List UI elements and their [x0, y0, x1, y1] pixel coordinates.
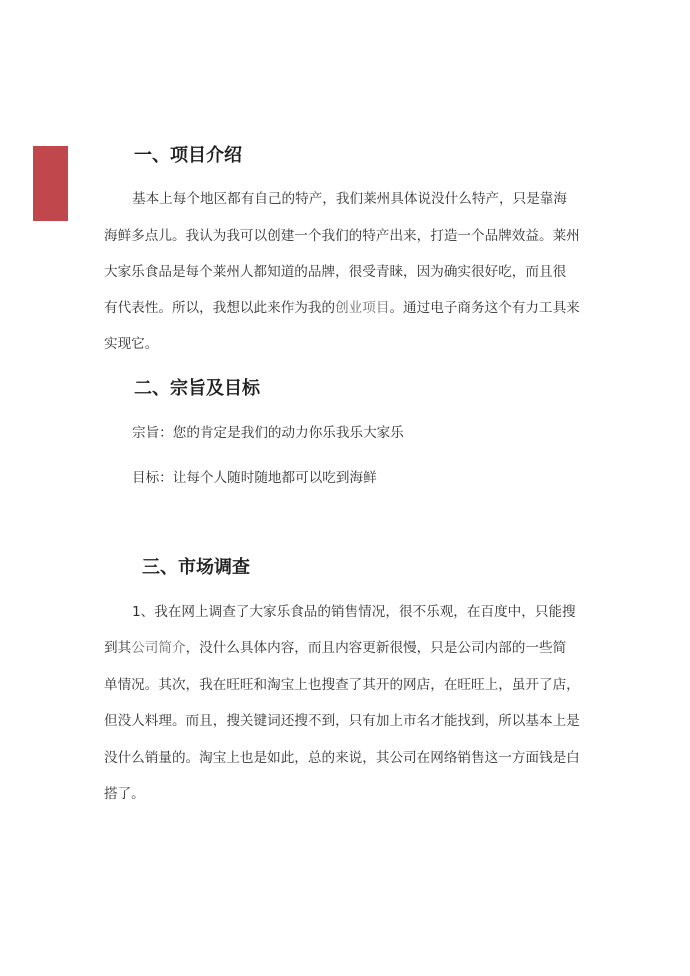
paragraph-line: 基本上每个地区都有自己的特产，我们莱州具体说没什么特产，只是靠海	[132, 191, 567, 207]
company-profile-link[interactable]: 公司简介	[131, 640, 186, 656]
paragraph-line: 没什么销量的。淘宝上也是如此，总的来说，其公司在网络销售这一方面钱是白	[104, 750, 580, 766]
paragraph-line: 大家乐食品是每个莱州人都知道的品牌，很受青睐，因为确实很好吃，而且很	[104, 264, 567, 280]
paragraph-line: 单情况。其次，我在旺旺和淘宝上也搜查了其开的网店，在旺旺上，虽开了店，	[104, 677, 580, 693]
paragraph-line	[104, 298, 580, 318]
purpose-line: 宗旨：您的肯定是我们的动力你乐我乐大家乐	[132, 425, 404, 441]
paragraph-line	[104, 638, 566, 658]
paragraph-line: 海鲜多点儿。我认为我可以创建一个我们的特产出来，打造一个品牌效益。莱州	[104, 228, 580, 244]
paragraph-line: 1、我在网上调查了大家乐食品的销售情况，很不乐观，在百度中，只能搜	[132, 604, 576, 620]
paragraph-line: 但没人料理。而且，搜关键词还搜不到，只有加上市名才能找到，所以基本上是	[104, 713, 580, 729]
heading-project-intro: 一、项目介绍	[134, 145, 242, 166]
heading-market-research: 三、市场调查	[142, 557, 250, 578]
startup-project-link[interactable]: 创业项目	[335, 300, 390, 316]
paragraph-text: 有代表性。所以，我想以此来作为我的	[104, 300, 336, 316]
heading-purpose-goal: 二、宗旨及目标	[134, 378, 260, 399]
paragraph-text: 到其	[104, 640, 132, 656]
paragraph-text: ，没什么具体内容，而且内容更新很慢，只是公司内部的一些简	[185, 640, 567, 656]
paragraph-line: 搭了。	[104, 786, 145, 802]
paragraph-line: 实现它。	[104, 336, 159, 352]
paragraph-text: 。通过电子商务这个有力工具来	[389, 300, 580, 316]
goal-line: 目标：让每个人随时随地都可以吃到海鲜	[132, 470, 377, 486]
section-accent-bar	[33, 146, 68, 221]
